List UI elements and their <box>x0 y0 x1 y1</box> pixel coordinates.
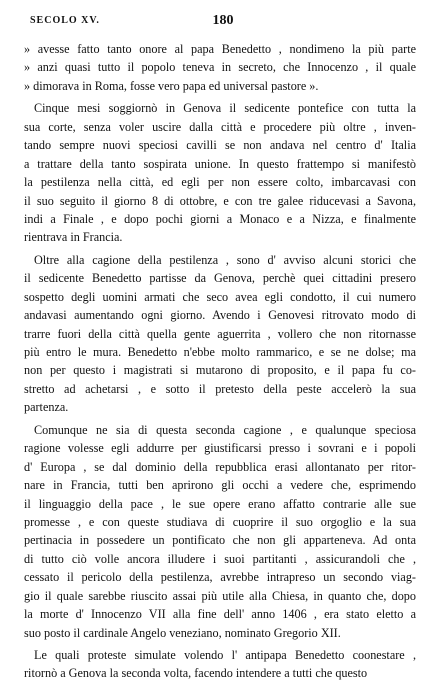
text-line: stretto ad achetarsi , e sotto il pretesto della peste accelerò la sua <box>24 381 416 396</box>
text-line: trarre fuori della città quella gente aguerrita , vollero che non ritornasse <box>24 326 416 341</box>
paragraph <box>24 646 416 683</box>
text-line: andavasi aumentando ogni giorno. Avendo i Genovesi ritrovato modo di <box>24 308 416 323</box>
text-line: » avesse fatto tanto onore al papa Benedetto , nondimeno la più parte <box>24 42 416 56</box>
text-line: nare in Francia, tutti ben aprirono gli occhi a vedere che, esprimendo <box>24 478 416 493</box>
paragraph <box>24 40 416 95</box>
text-line: ritornò a Genova la seconda volta, facendo intendere a tutti che questo <box>24 666 368 681</box>
text-line: Oltre alla cagione della pestilenza , sono d' avviso alcuni storici che <box>34 252 416 267</box>
text-line: Cinque mesi soggiornò in Genova il sedicente pontefice con tutta la <box>34 101 416 116</box>
text-line: sospetto degli uomini armati che seco avea egli condotto, il cui numero <box>24 289 416 304</box>
text-line: di tutto ciò volle ancora illudere i suoi partitanti , assicurandoli che , <box>24 551 416 566</box>
text-line: la morte d' Innocenzo VII alla fine dell' anno 1406 , era stato eletto a <box>24 607 416 622</box>
text-line: ragione volesse egli addurre per giustificarsi presso i sovrani e i popoli <box>24 441 416 456</box>
body-text <box>24 40 416 683</box>
text-line: tando sempre nuovi speciosi cavilli se non andava nel centro d' Italia <box>24 138 416 153</box>
text-line: cessato il pericolo della pestilenza, avrebbe intrapreso un secondo viag- <box>24 570 416 585</box>
page-header <box>30 13 416 33</box>
text-line: » dimorava in Roma, fosse vero papa ed universal pastore ». <box>24 78 319 93</box>
text-line: a trattare della tanto sospirata unione. In questo frattempo si manifestò <box>24 156 416 171</box>
page-number: 180 <box>212 13 234 28</box>
text-line: sua corte, senza voler uscire dalla città e procedere più oltre , inven- <box>24 119 416 134</box>
text-line: più entro le mura. Benedetto n'ebbe molto rammarico, e se ne dolse; ma <box>24 345 416 359</box>
text-line: partenza. <box>24 400 69 415</box>
text-line: d' Europa , se dal dominio della repubblica erasi allontanato per ritor- <box>24 459 416 474</box>
text-line: pertinacia in possedere un pontificato che non gli apparteneva. Ad onta <box>24 533 416 548</box>
text-line: rientrava in Francia. <box>24 230 123 245</box>
text-line: Comunque ne sia di questa seconda cagione , e qualunque speciosa <box>34 422 416 437</box>
paragraph <box>24 421 416 642</box>
paragraph <box>24 99 416 247</box>
running-head: SECOLO XV. <box>30 15 100 26</box>
text-line: il suo seguito il giorno 8 di ottobre, e con tre galee riducevasi a Savona, <box>24 193 416 208</box>
text-line: suo posto il cardinale Angelo veneziano, nominato Gregorio XII. <box>24 625 341 640</box>
text-line: la pestilenza nella città, ed egli per non essere colto, imbarcavasi con <box>24 175 416 190</box>
text-line: gio il quale sarebbe riuscito assai più utile alla Chiesa, in quanto che, dopo <box>24 588 416 603</box>
text-line: non per questo i magistrati si mutarono di proposito, e il papa fu co- <box>24 363 416 378</box>
text-line: indi a Finale , e dopo pochi giorni a Monaco e a Nizza, e finalmente <box>24 211 416 226</box>
text-line: Le quali proteste simulate volendo l' antipapa Benedetto coonestare , <box>34 648 416 662</box>
text-line: » anzi quasi tutto il popolo teneva in secreto, che Innocenzo , il quale <box>24 60 416 75</box>
text-line: il linguaggio della pace , le sue opere erano affatto contrarie alle sue <box>24 496 416 511</box>
text-line: il sedicente Benedetto partisse da Genova, perchè quei cittadini presero <box>24 271 416 286</box>
text-line: promesse , e con queste studiava di cuoprire il suo orgoglio e la sua <box>24 514 416 529</box>
paragraph <box>24 251 416 417</box>
